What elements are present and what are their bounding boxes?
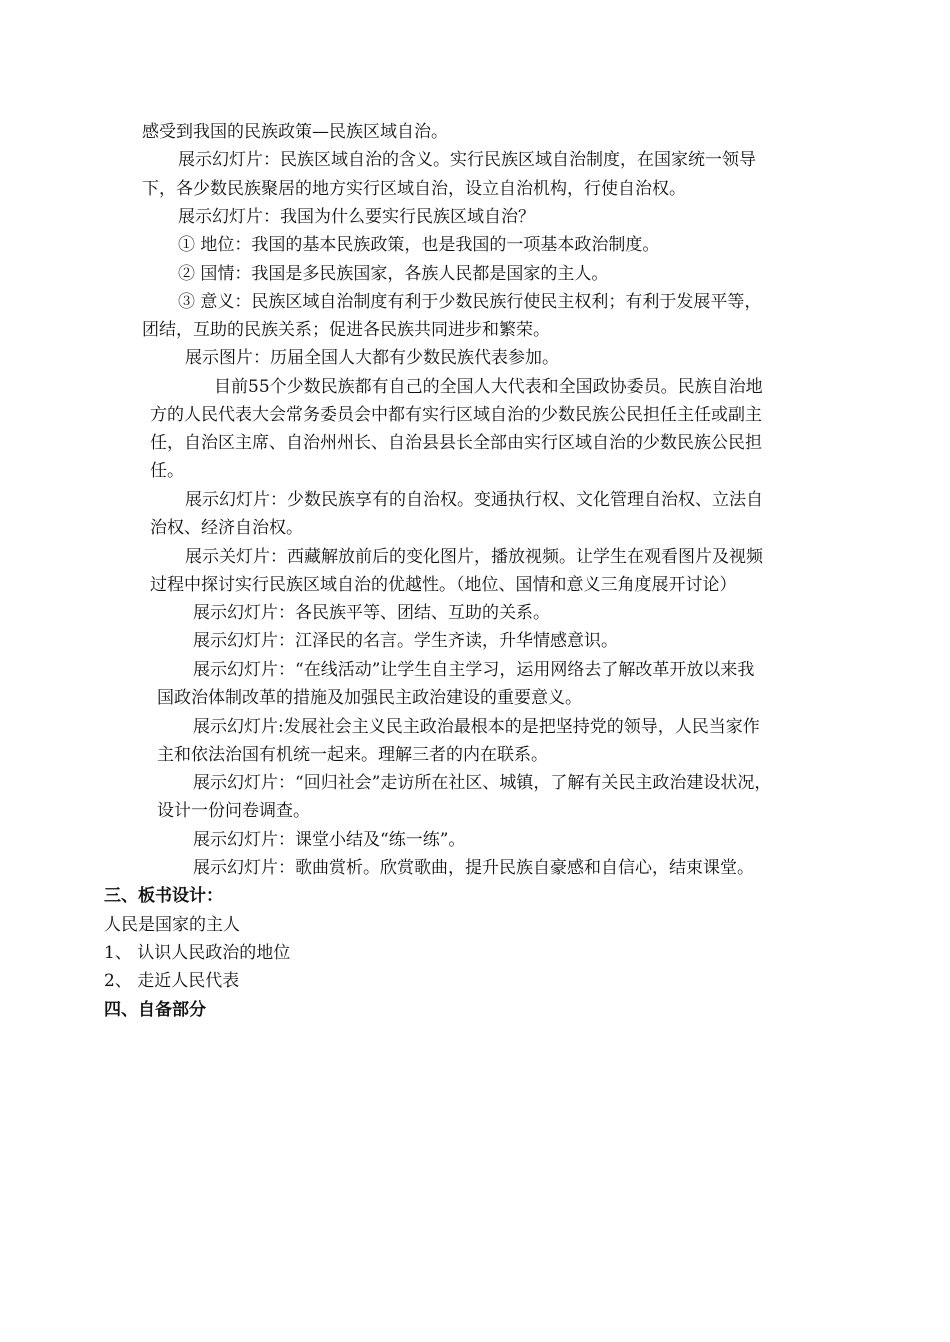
text-line: 展示幻灯片：少数民族享有的自治权。变通执行权、文化管理自治权、立法自 <box>185 490 763 510</box>
text-line: 主和依法治国有机统一起来。理解三者的内在联系。 <box>157 745 548 765</box>
text-line: ② 国情：我国是多民族国家，各族人民都是国家的主人。 <box>178 264 609 284</box>
section-heading: 三、板书设计： <box>104 886 223 906</box>
text-line: 展示幻灯片:发展社会主义民主政治最根本的是把坚持党的领导，人民当家作 <box>193 717 760 737</box>
list-item: 2、 走近人民代表 <box>104 971 240 991</box>
text-line: 下，各少数民族聚居的地方实行区域自治，设立自治机构，行使自治权。 <box>142 179 686 199</box>
text-line: 展示幻灯片：我国为什么要实行民族区域自治？ <box>178 207 535 227</box>
text-line: 展示幻灯片：“回归社会”走访所在社区、城镇，了解有关民主政治建设状况， <box>193 773 772 793</box>
text-line: 任。 <box>150 461 184 481</box>
text-line: 方的人民代表大会常务委员会中都有实行区域自治的少数民族公民担任主任或副主 <box>150 405 762 425</box>
text-line: 展示幻灯片：民族区域自治的含义。实行民族区域自治制度，在国家统一领导 <box>178 150 756 170</box>
text-line: 展示幻灯片：歌曲赏析。欣赏歌曲，提升民族自豪感和自信心，结束课堂。 <box>193 858 754 878</box>
text-line: 展示关灯片：西藏解放前后的变化图片，播放视频。让学生在观看图片及视频 <box>185 547 763 567</box>
text-line: 团结，互助的民族关系；促进各民族共同进步和繁荣。 <box>142 320 550 340</box>
text-line: 任，自治区主席、自治州州长、自治县县长全部由实行区域自治的少数民族公民担 <box>150 433 762 453</box>
text-line: 国政治体制改革的措施及加强民主政治建设的重要意义。 <box>157 688 582 708</box>
text-line: 展示图片：历届全国人大都有少数民族代表参加。 <box>185 348 559 368</box>
list-item: 1、 认识人民政治的地位 <box>104 943 291 963</box>
text-line: 过程中探讨实行民族区域自治的优越性。（地位、国情和意义三角度展开讨论） <box>150 575 737 595</box>
text-line: 治权、经济自治权。 <box>150 518 303 538</box>
text-line: 展示幻灯片：“在线活动”让学生自主学习，运用网络去了解改革开放以来我 <box>193 660 755 680</box>
text-line: ③ 意义：民族区域自治制度有利于少数民族行使民主权利；有利于发展平等， <box>178 292 762 312</box>
text-line: ① 地位：我国的基本民族政策，也是我国的一项基本政治制度。 <box>178 235 660 255</box>
text-line: 展示幻灯片：江泽民的名言。学生齐读，升华情感意识。 <box>193 631 618 651</box>
text-line: 感受到我国的民族政策—民族区域自治。 <box>142 122 448 142</box>
text-line: 目前55个少数民族都有自己的全国人大代表和全国政协委员。民族自治地 <box>214 377 763 397</box>
text-line: 展示幻灯片：课堂小结及“练一练”。 <box>193 830 466 850</box>
text-line: 展示幻灯片：各民族平等、团结、互助的关系。 <box>193 603 550 623</box>
board-title: 人民是国家的主人 <box>104 915 240 935</box>
text-line: 设计一份问卷调查。 <box>157 801 310 821</box>
section-heading: 四、自备部分 <box>104 1000 206 1020</box>
